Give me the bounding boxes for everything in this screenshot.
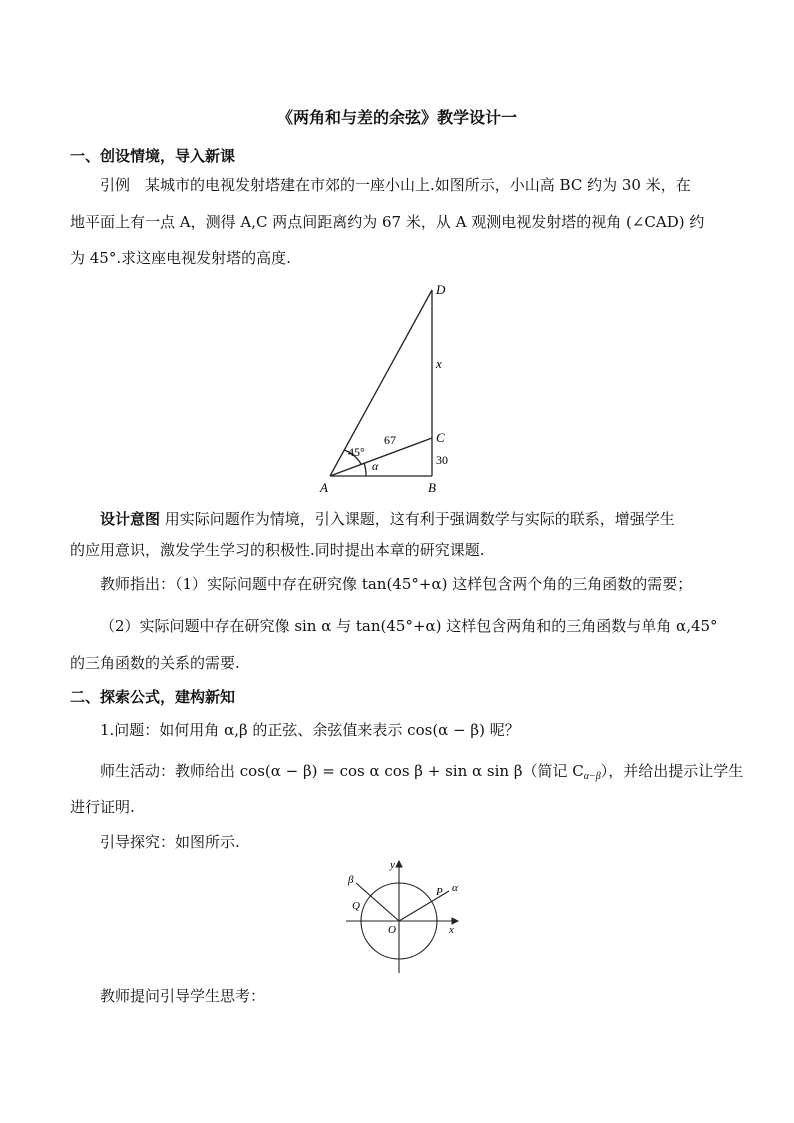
- tower-triangle-figure: [318, 278, 478, 496]
- activity-line-2: 进行证明.: [70, 798, 135, 816]
- label-30: 30: [436, 453, 448, 467]
- segment-AC: [330, 438, 432, 476]
- axis-label-x: x: [449, 924, 454, 936]
- label-x: x: [436, 356, 442, 371]
- activity-subscript: α−β: [583, 771, 601, 782]
- intro-line-3: 为 45°.求这座电视发射塔的高度.: [70, 249, 291, 267]
- design-intent-text: 用实际问题作为情境，引入课题，这有利于强调数学与实际的联系，增强学生: [164, 510, 675, 528]
- label-C: C: [436, 430, 445, 445]
- angle-alpha-arc: [364, 463, 366, 476]
- label-alpha: α: [372, 459, 379, 473]
- activity-text-a: 师生活动：教师给出 cos(α − β) = cos α cos β + sin α sin β（简记 C: [100, 762, 584, 780]
- intro-line-2: 地平面上有一点 A，测得 A,C 两点间距离约为 67 米，从 A 观测电视发射塔的视角 (∠CAD) 约: [70, 213, 705, 231]
- label-B: B: [428, 480, 436, 495]
- label-D: D: [436, 282, 446, 297]
- label-45-degrees: 45°: [348, 445, 365, 459]
- section1-heading: 一、创设情境，导入新课: [70, 147, 236, 165]
- point-label-Q: Q: [352, 900, 360, 912]
- angle-label-alpha: α: [452, 882, 458, 894]
- question-line: 1.问题：如何用角 α,β 的正弦、余弦值来表示 cos(α − β) 呢？: [100, 721, 520, 739]
- axis-label-y: y: [390, 859, 395, 871]
- segment-AD: [330, 290, 432, 476]
- section2-heading: 二、探索公式，建构新知: [70, 688, 236, 706]
- point-label-P: P: [436, 886, 443, 898]
- page-title: 《两角和与差的余弦》教学设计一: [276, 108, 517, 127]
- design-intent-line-2: 的应用意识，激发学生学习的积极性.同时提出本章的研究课题.: [70, 541, 485, 559]
- label-67: 67: [384, 433, 396, 447]
- ray-OQ: [356, 883, 399, 921]
- unit-circle-figure: [336, 855, 466, 977]
- intro-line-1: 引例 某城市的电视发射塔建在市郊的一座小山上.如图所示，小山高 BC 约为 30 米，在: [100, 176, 691, 194]
- label-A: A: [320, 480, 328, 495]
- teacher-point-3: 的三角函数的关系的需要.: [70, 654, 240, 672]
- design-intent-label: 设计意图: [100, 510, 161, 528]
- guide-line: 引导探究：如图所示.: [100, 833, 240, 851]
- teacher-question-line: 教师提问引导学生思考：: [100, 987, 266, 1005]
- design-intent-line-1: [100, 509, 675, 529]
- teacher-point-1: 教师指出：（1）实际问题中存在研究像 tan(45°+α) 这样包含两个角的三角函数的需要；: [100, 575, 693, 593]
- angle-label-beta: β: [348, 874, 354, 886]
- activity-text-b: ），并给出提示让学生: [600, 762, 744, 780]
- activity-line-1: [100, 761, 743, 787]
- teacher-point-2: （2）实际问题中存在研究像 sin α 与 tan(45°+α) 这样包含两角和的三角函数与单角 α,45°: [100, 617, 718, 635]
- origin-label-O: O: [388, 924, 396, 936]
